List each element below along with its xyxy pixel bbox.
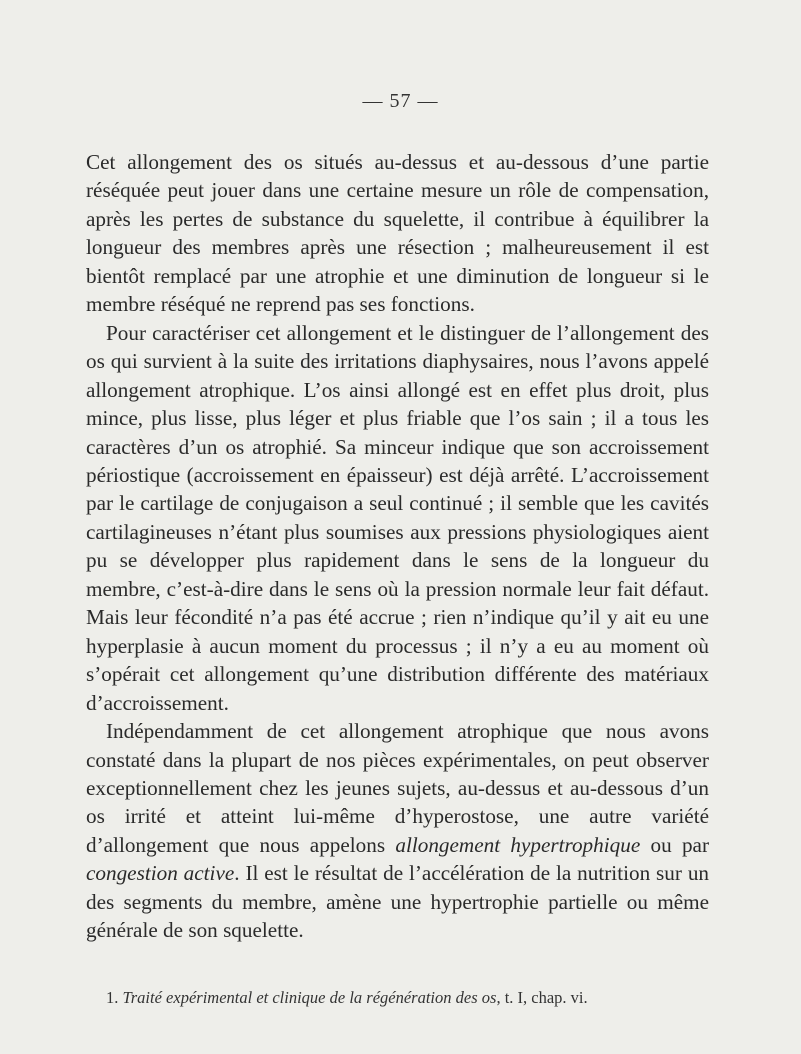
footnote — [86, 987, 709, 1009]
footnote-reference: , t. I, chap. vi. — [496, 988, 588, 1007]
paragraph-3-middle: ou par — [640, 832, 710, 857]
term-allongement-hypertrophique: allongement hypertrophique — [395, 832, 641, 857]
body-text — [86, 148, 709, 945]
footnote-title: Traité expérimental et clinique de la régénération des os — [122, 988, 497, 1007]
paragraph-3 — [86, 717, 709, 945]
page-number: — 57 — — [362, 90, 439, 112]
paragraph-1: Cet allongement des os situés au-dessus et au-dessous d’une partie réséquée peut jouer dans une certaine mesure un rôle de compensation, après les pertes de substance du squelette, il contribue à équilibrer la longueur des membres après une résection ; malheureusement il est bientôt remplacé par une atrophie et une diminution de longueur si le membre réséqué ne reprend pas ses fonctions. — [86, 150, 709, 317]
paragraph-3-before: Indépendamment de cet allongement atrophique que nous avons constaté dans la plupart de nos pièces expérimentales, on peut observer exceptionnellement chez les jeunes sujets, au-dessus et au-dessous d’un os irrité et atteint lui-même d’hyperostose, une autre variété d’allongement que nous appelons — [86, 719, 709, 857]
footnote-number: 1. — [106, 988, 119, 1007]
paragraph-3-after: . Il est le résultat de l’accélération de la nutrition sur un des segments du membre, amène une hypertrophie partielle ou même générale de son squelette. — [86, 861, 710, 943]
term-congestion-active: congestion active — [86, 861, 235, 886]
paragraph-2: Pour caractériser cet allongement et le distinguer de l’allongement des os qui survient à la suite des irritations diaphysaires, nous l’avons appelé allongement atrophique. L’os ainsi allongé est en effet plus droit, plus mince, plus lisse, plus léger et plus friable que l’os sain ; il a tous les caractères d’un os atrophié. Sa minceur indique que son accroissement périostique (accroissement en épaisseur) est déjà arrêté. L’accroissement par le cartilage de conjugaison a seul continué ; il semble que les cavités cartilagineuses n’étant plus soumises aux pressions physiologiques aient pu se développer plus rapidement dans le sens de la longueur du membre, c’est-à-dire dans le sens où la pression normale leur fait défaut. Mais leur fécondité n’a pas été accrue ; rien n’indique qu’il y ait eu une hyperplasie à aucun moment du processus ; il n’y a eu au moment où s’opérait cet allongement qu’une distribution différente des matériaux d’accroissement. — [86, 320, 709, 715]
